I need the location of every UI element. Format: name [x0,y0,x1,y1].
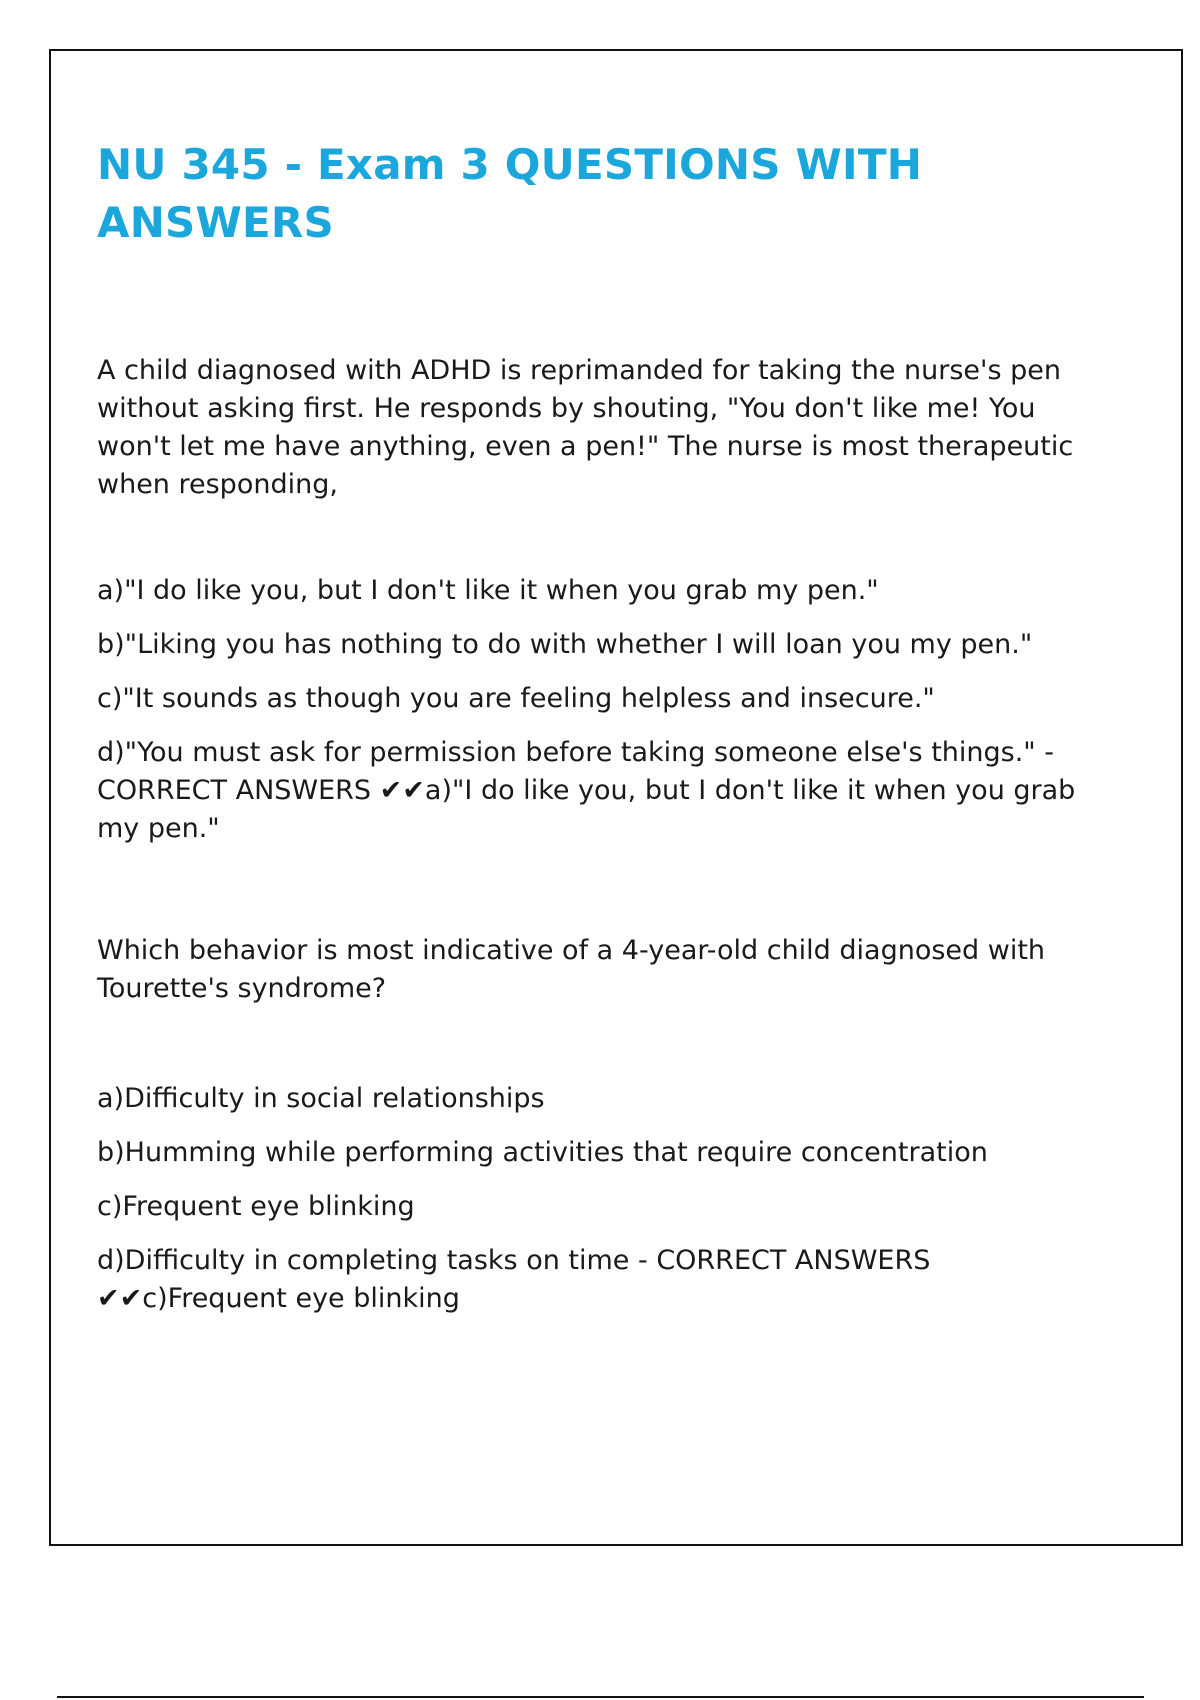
answer-options [97,572,1097,848]
answer-option-b: b)"Liking you has nothing to do with whether I will loan you my pen." [97,629,1033,660]
document-title: NU 345 - Exam 3 QUESTIONS WITH ANSWERS [97,140,923,247]
answer-option-c: c)Frequent eye blinking [97,1191,415,1222]
answer-option-b: b)Humming while performing activities that require concentration [97,1137,988,1168]
question-block-1 [97,352,1097,848]
answer-option-c: c)"It sounds as though you are feeling helpless and insecure." [97,683,935,714]
answer-option-d: d)Difficulty in completing tasks on time - CORRECT ANSWERS ✔✔c)Frequent eye blinking [97,1245,931,1314]
answer-option-a: a)"I do like you, but I don't like it when you grab my pen." [97,575,879,606]
bottom-divider [57,1696,1144,1698]
document-content [97,100,1097,1318]
answer-options [97,1080,1097,1318]
answer-option-d: d)"You must ask for permission before taking someone else's things." - CORRECT ANSWERS ✔✔a)"I do like you, but I don't like it when you grab my pen." [97,737,1076,844]
question-prompt: Which behavior is most indicative of a 4-year-old child diagnosed with Tourette's syndrome? [97,935,1046,1004]
answer-option-a: a)Difficulty in social relationships [97,1083,545,1114]
question-prompt: A child diagnosed with ADHD is reprimanded for taking the nurse's pen without asking first. He responds by shouting, "You don't like me! You won't let me have anything, even a pen!" The nurse is most therapeutic when responding, [97,355,1074,500]
question-block-2 [97,932,1097,1318]
